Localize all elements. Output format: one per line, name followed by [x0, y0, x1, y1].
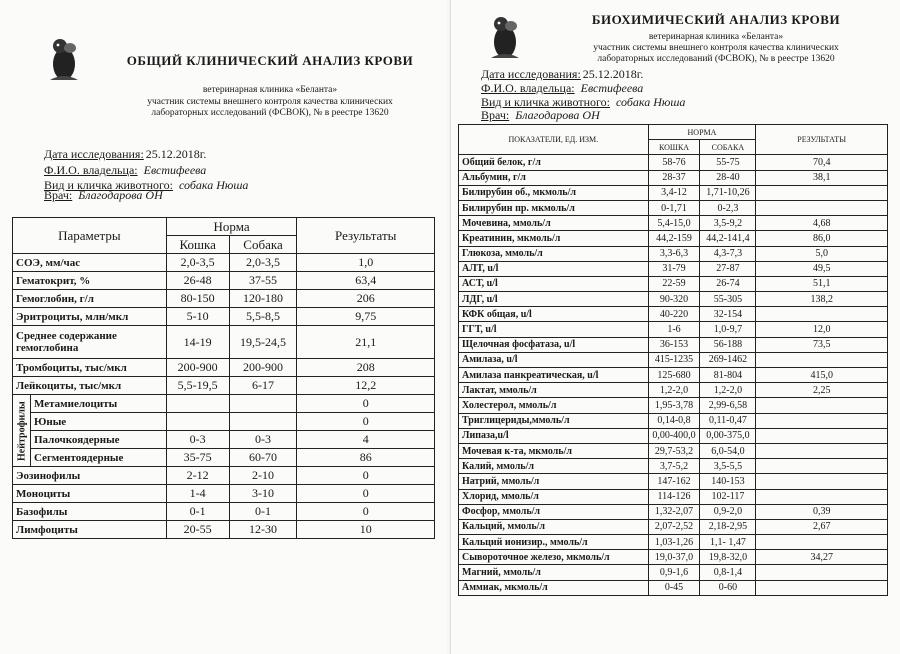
- norm-cat: 147-162: [648, 474, 700, 489]
- table-row: [459, 413, 888, 428]
- norm-dog: 0-60: [700, 580, 756, 595]
- param-name: Метамиелоциты: [31, 395, 167, 413]
- result-value: 49,5: [756, 261, 888, 276]
- norm-cat: 20-55: [166, 521, 229, 539]
- param-name: Мочевая к-та, мкмоль/л: [459, 443, 649, 458]
- biochemical-results-table: [458, 124, 888, 596]
- param-name: Холестерол, ммоль/л: [459, 398, 649, 413]
- norm-dog: 44,2-141,4: [700, 231, 756, 246]
- param-name: КФК общая, u/l: [459, 307, 649, 322]
- header-norm: НОРМА: [648, 125, 756, 140]
- table-row: [459, 231, 888, 246]
- table-row: [459, 322, 888, 337]
- member-line-1: участник системы внешнего контроля качества клинических: [147, 97, 393, 107]
- doctor-value: Благодарова ОН: [78, 188, 163, 202]
- table-row: [13, 467, 435, 485]
- result-value: [756, 443, 888, 458]
- param-name: Лейкоциты, тыс/мкл: [13, 377, 167, 395]
- table-row: [459, 398, 888, 413]
- header-result: Результаты: [297, 218, 435, 254]
- param-name: Щелочная фосфатаза, u/l: [459, 337, 649, 352]
- norm-dog: 6-17: [229, 377, 297, 395]
- param-name: Моноциты: [13, 485, 167, 503]
- table-row: [459, 155, 888, 170]
- header-result: РЕЗУЛЬТАТЫ: [756, 125, 888, 155]
- norm-cat: 200-900: [166, 359, 229, 377]
- norm-cat: 80-150: [166, 290, 229, 308]
- norm-dog: 56-188: [700, 337, 756, 352]
- header-dog: СОБАКА: [700, 140, 756, 155]
- norm-cat: [166, 395, 229, 413]
- table-row: [459, 170, 888, 185]
- norm-cat: 0-45: [648, 580, 700, 595]
- param-name: Лактат, ммоль/л: [459, 383, 649, 398]
- norm-cat: 114-126: [648, 489, 700, 504]
- norm-cat: 28-37: [648, 170, 700, 185]
- norm-dog: 1,1- 1,47: [700, 535, 756, 550]
- norm-dog: 28-40: [700, 170, 756, 185]
- result-value: 63,4: [297, 272, 435, 290]
- norm-dog: 102-117: [700, 489, 756, 504]
- param-name: ЛДГ, u/l: [459, 292, 649, 307]
- table-row: [459, 276, 888, 291]
- norm-dog: 2,18-2,95: [700, 519, 756, 534]
- result-value: [756, 580, 888, 595]
- param-name: Юные: [31, 413, 167, 431]
- param-name: Лимфоциты: [13, 521, 167, 539]
- norm-dog: 0-3: [229, 431, 297, 449]
- param-name: Мочевина, ммоль/л: [459, 216, 649, 231]
- table-row: [459, 185, 888, 200]
- table-row: [459, 550, 888, 565]
- result-value: 415,0: [756, 368, 888, 383]
- result-value: [756, 489, 888, 504]
- norm-dog: 26-74: [700, 276, 756, 291]
- table-row: [459, 368, 888, 383]
- norm-cat: 3,4-12: [648, 185, 700, 200]
- result-value: 1,0: [297, 254, 435, 272]
- norm-dog: 1,71-10,26: [700, 185, 756, 200]
- norm-cat: 0,9-1,6: [648, 565, 700, 580]
- param-name: Гематокрит, %: [13, 272, 167, 290]
- table-row: [13, 326, 435, 359]
- norm-cat: 3,7-5,2: [648, 459, 700, 474]
- result-value: 12,0: [756, 322, 888, 337]
- clinical-blood-analysis-sheet: [0, 0, 447, 654]
- biochemical-blood-analysis-sheet: [450, 0, 900, 654]
- result-value: 4: [297, 431, 435, 449]
- param-name: Сегментоядерные: [31, 449, 167, 467]
- norm-cat: 22-59: [648, 276, 700, 291]
- owner-name: [44, 163, 206, 178]
- table-row: [13, 359, 435, 377]
- owner-value: Евстифеева: [580, 81, 644, 95]
- result-value: 21,1: [297, 326, 435, 359]
- norm-dog: 32-154: [700, 307, 756, 322]
- result-value: 206: [297, 290, 435, 308]
- result-value: [756, 398, 888, 413]
- param-name: Натрий, ммоль/л: [459, 474, 649, 489]
- member-line-2: лабораторных исследований (ФСВОК), № в реестре 13620: [597, 54, 835, 64]
- norm-cat: 1-6: [648, 322, 700, 337]
- result-value: 51,1: [756, 276, 888, 291]
- norm-dog: 6,0-54,0: [700, 443, 756, 458]
- param-name: Кальций ионизир., ммоль/л: [459, 535, 649, 550]
- result-value: 138,2: [756, 292, 888, 307]
- result-value: [756, 565, 888, 580]
- table-row: [459, 307, 888, 322]
- result-value: 70,4: [756, 155, 888, 170]
- owner-name: [481, 81, 643, 96]
- table-row: [13, 290, 435, 308]
- norm-cat: 58-76: [648, 155, 700, 170]
- param-name: Амилаза, u/l: [459, 352, 649, 367]
- result-value: 5,0: [756, 246, 888, 261]
- table-row: [459, 489, 888, 504]
- animal-value: собака Нюша: [615, 95, 686, 109]
- norm-dog: 3,5-9,2: [700, 216, 756, 231]
- result-value: 34,27: [756, 550, 888, 565]
- param-name: СОЭ, мм/час: [13, 254, 167, 272]
- param-name: Креатинин, мкмоль/л: [459, 231, 649, 246]
- norm-cat: [166, 413, 229, 431]
- table-row: [13, 272, 435, 290]
- study-date: [44, 147, 206, 162]
- result-value: 2,25: [756, 383, 888, 398]
- norm-dog: 269-1462: [700, 352, 756, 367]
- table-row: [459, 580, 888, 595]
- norm-dog: 0,8-1,4: [700, 565, 756, 580]
- table-row: [13, 449, 435, 467]
- header-norm: Норма: [166, 218, 297, 236]
- param-name: Калий, ммоль/л: [459, 459, 649, 474]
- doctor-value: Благодарова ОН: [515, 108, 600, 122]
- result-value: 86,0: [756, 231, 888, 246]
- result-value: 86: [297, 449, 435, 467]
- clinical-results-body: [13, 254, 435, 539]
- norm-cat: 29,7-53,2: [648, 443, 700, 458]
- table-row: [13, 254, 435, 272]
- result-value: [756, 459, 888, 474]
- norm-cat: 90-320: [648, 292, 700, 307]
- doctor-info: [44, 188, 163, 203]
- animal-value: собака Нюша: [178, 178, 249, 192]
- param-name: Аммиак, мкмоль/л: [459, 580, 649, 595]
- biochemical-results-body: [459, 155, 888, 595]
- norm-dog: 3-10: [229, 485, 297, 503]
- norm-cat: 1-4: [166, 485, 229, 503]
- norm-cat: 0,14-0,8: [648, 413, 700, 428]
- norm-dog: 4,3-7,3: [700, 246, 756, 261]
- table-row: [13, 521, 435, 539]
- norm-cat: 31-79: [648, 261, 700, 276]
- param-name: Альбумин, г/л: [459, 170, 649, 185]
- param-name: Эритроциты, млн/мкл: [13, 308, 167, 326]
- norm-dog: 5,5-8,5: [229, 308, 297, 326]
- param-name: Среднее содержание гемоглобина: [13, 326, 167, 359]
- param-name: Магний, ммоль/л: [459, 565, 649, 580]
- norm-dog: 19,5-24,5: [229, 326, 297, 359]
- table-row: [13, 431, 435, 449]
- norm-dog: 2,99-6,58: [700, 398, 756, 413]
- header-cat: КОШКА: [648, 140, 700, 155]
- result-value: [756, 352, 888, 367]
- result-value: 0,39: [756, 504, 888, 519]
- norm-cat: 0-3: [166, 431, 229, 449]
- param-name: АЛТ, u/l: [459, 261, 649, 276]
- norm-cat: 1,03-1,26: [648, 535, 700, 550]
- table-row: [13, 377, 435, 395]
- result-value: 0: [297, 413, 435, 431]
- header-param: ПОКАЗАТЕЛИ, ЕД. ИЗМ.: [459, 125, 649, 155]
- param-name: Кальций, ммоль/л: [459, 519, 649, 534]
- study-date-value: 25.12.2018г.: [145, 147, 207, 161]
- norm-dog: 19,8-32,0: [700, 550, 756, 565]
- clinical-results-table: [12, 217, 435, 539]
- result-value: 10: [297, 521, 435, 539]
- clinic-logo-icon: [46, 34, 82, 84]
- param-name: Хлорид, ммоль/л: [459, 489, 649, 504]
- norm-cat: 19,0-37,0: [648, 550, 700, 565]
- norm-dog: 12-30: [229, 521, 297, 539]
- result-value: 208: [297, 359, 435, 377]
- norm-dog: 0,00-375,0: [700, 428, 756, 443]
- animal-label: Вид и кличка животного:: [44, 178, 173, 192]
- norm-cat: 415-1235: [648, 352, 700, 367]
- param-name: Билирубин пр. мкмоль/л: [459, 200, 649, 215]
- page-title: БИОХИМИЧЕСКИЙ АНАЛИЗ КРОВИ: [591, 12, 841, 27]
- table-row: [459, 535, 888, 550]
- result-value: 73,5: [756, 337, 888, 352]
- norm-dog: 120-180: [229, 290, 297, 308]
- norm-dog: 55-305: [700, 292, 756, 307]
- result-value: [756, 474, 888, 489]
- study-date: [481, 67, 643, 82]
- param-name: Липаза,u/l: [459, 428, 649, 443]
- doctor-info: [481, 108, 600, 123]
- table-row: [459, 200, 888, 215]
- result-value: 12,2: [297, 377, 435, 395]
- param-name: Палочкоядерные: [31, 431, 167, 449]
- table-row: [459, 292, 888, 307]
- study-date-label: Дата исследования:: [481, 67, 581, 81]
- table-row: [459, 428, 888, 443]
- norm-cat: 0,00-400,0: [648, 428, 700, 443]
- norm-cat: 5-10: [166, 308, 229, 326]
- study-date-label: Дата исследования:: [44, 147, 144, 161]
- result-value: 38,1: [756, 170, 888, 185]
- norm-dog: 0,11-0,47: [700, 413, 756, 428]
- table-row: [13, 308, 435, 326]
- table-row: [459, 261, 888, 276]
- table-row: [459, 383, 888, 398]
- norm-cat: 36-153: [648, 337, 700, 352]
- norm-dog: 60-70: [229, 449, 297, 467]
- table-row: [13, 395, 435, 413]
- result-value: [756, 413, 888, 428]
- param-name: ГГТ, u/l: [459, 322, 649, 337]
- header-param: Параметры: [13, 218, 167, 254]
- param-name: Билирубин об., мкмоль/л: [459, 185, 649, 200]
- clinic-logo-icon: [487, 12, 523, 62]
- table-row: [459, 216, 888, 231]
- owner-label: Ф.И.О. владельца:: [481, 81, 575, 95]
- table-row: [459, 459, 888, 474]
- norm-cat: 26-48: [166, 272, 229, 290]
- result-value: [756, 200, 888, 215]
- norm-cat: 14-19: [166, 326, 229, 359]
- table-row: [459, 474, 888, 489]
- param-name: Общий белок, г/л: [459, 155, 649, 170]
- norm-dog: 0-2,3: [700, 200, 756, 215]
- header-dog: Собака: [229, 236, 297, 254]
- member-line-2: лабораторных исследований (ФСВОК), № в реестре 13620: [151, 108, 389, 118]
- table-row: [459, 352, 888, 367]
- table-row: [459, 337, 888, 352]
- norm-cat: 1,95-3,78: [648, 398, 700, 413]
- norm-dog: 2,0-3,5: [229, 254, 297, 272]
- table-row: [459, 565, 888, 580]
- result-value: [756, 307, 888, 322]
- doctor-label: Врач:: [481, 108, 510, 122]
- owner-label: Ф.И.О. владельца:: [44, 163, 138, 177]
- result-value: 0: [297, 467, 435, 485]
- result-value: [756, 428, 888, 443]
- clinic-name: ветеринарная клиника «Беланта»: [648, 32, 784, 42]
- result-value: [756, 185, 888, 200]
- norm-cat: 5,5-19,5: [166, 377, 229, 395]
- param-name: Гемоглобин, г/л: [13, 290, 167, 308]
- norm-dog: [229, 413, 297, 431]
- param-name: Глюкоза, ммоль/л: [459, 246, 649, 261]
- norm-dog: 140-153: [700, 474, 756, 489]
- param-name: Фосфор, ммоль/л: [459, 504, 649, 519]
- norm-cat: 125-680: [648, 368, 700, 383]
- table-row: [13, 413, 435, 431]
- owner-value: Евстифеева: [143, 163, 207, 177]
- result-value: 0: [297, 485, 435, 503]
- norm-cat: 3,3-6,3: [648, 246, 700, 261]
- param-name: Амилаза панкреатическая, u/l: [459, 368, 649, 383]
- result-value: 0: [297, 503, 435, 521]
- result-value: 4,68: [756, 216, 888, 231]
- norm-dog: 1,2-2,0: [700, 383, 756, 398]
- param-name: Эозинофилы: [13, 467, 167, 485]
- norm-cat: 0-1: [166, 503, 229, 521]
- norm-cat: 40-220: [648, 307, 700, 322]
- param-name: АСТ, u/l: [459, 276, 649, 291]
- norm-cat: 35-75: [166, 449, 229, 467]
- norm-dog: 2-10: [229, 467, 297, 485]
- page-title: ОБЩИЙ КЛИНИЧЕСКИЙ АНАЛИЗ КРОВИ: [126, 53, 414, 68]
- result-value: 2,67: [756, 519, 888, 534]
- norm-cat: 1,2-2,0: [648, 383, 700, 398]
- norm-dog: [229, 395, 297, 413]
- table-row: [459, 443, 888, 458]
- norm-cat: 2,07-2,52: [648, 519, 700, 534]
- norm-dog: 3,5-5,5: [700, 459, 756, 474]
- neutrophils-group-label: Нейтрофилы: [13, 395, 31, 467]
- norm-dog: 81-804: [700, 368, 756, 383]
- member-line-1: участник системы внешнего контроля качества клинических: [593, 43, 839, 53]
- param-name: Триглицериды,ммоль/л: [459, 413, 649, 428]
- norm-cat: 5,4-15,0: [648, 216, 700, 231]
- table-row: [13, 503, 435, 521]
- norm-dog: 200-900: [229, 359, 297, 377]
- norm-cat: 44,2-159: [648, 231, 700, 246]
- param-name: Тромбоциты, тыс/мкл: [13, 359, 167, 377]
- norm-dog: 55-75: [700, 155, 756, 170]
- header-cat: Кошка: [166, 236, 229, 254]
- table-row: [459, 519, 888, 534]
- norm-cat: 1,32-2,07: [648, 504, 700, 519]
- norm-cat: 2,0-3,5: [166, 254, 229, 272]
- norm-cat: 2-12: [166, 467, 229, 485]
- norm-cat: 0-1,71: [648, 200, 700, 215]
- result-value: 0: [297, 395, 435, 413]
- norm-dog: 1,0-9,7: [700, 322, 756, 337]
- norm-dog: 27-87: [700, 261, 756, 276]
- norm-dog: 0,9-2,0: [700, 504, 756, 519]
- param-name: Базофилы: [13, 503, 167, 521]
- norm-dog: 37-55: [229, 272, 297, 290]
- doctor-label: Врач:: [44, 188, 73, 202]
- result-value: 9,75: [297, 308, 435, 326]
- animal-label: Вид и кличка животного:: [481, 95, 610, 109]
- param-name: Сывороточное железо, мкмоль/л: [459, 550, 649, 565]
- table-row: [459, 504, 888, 519]
- table-row: [459, 246, 888, 261]
- clinic-name: ветеринарная клиника «Беланта»: [202, 85, 338, 95]
- result-value: [756, 535, 888, 550]
- norm-dog: 0-1: [229, 503, 297, 521]
- table-row: [13, 485, 435, 503]
- study-date-value: 25.12.2018г.: [582, 67, 644, 81]
